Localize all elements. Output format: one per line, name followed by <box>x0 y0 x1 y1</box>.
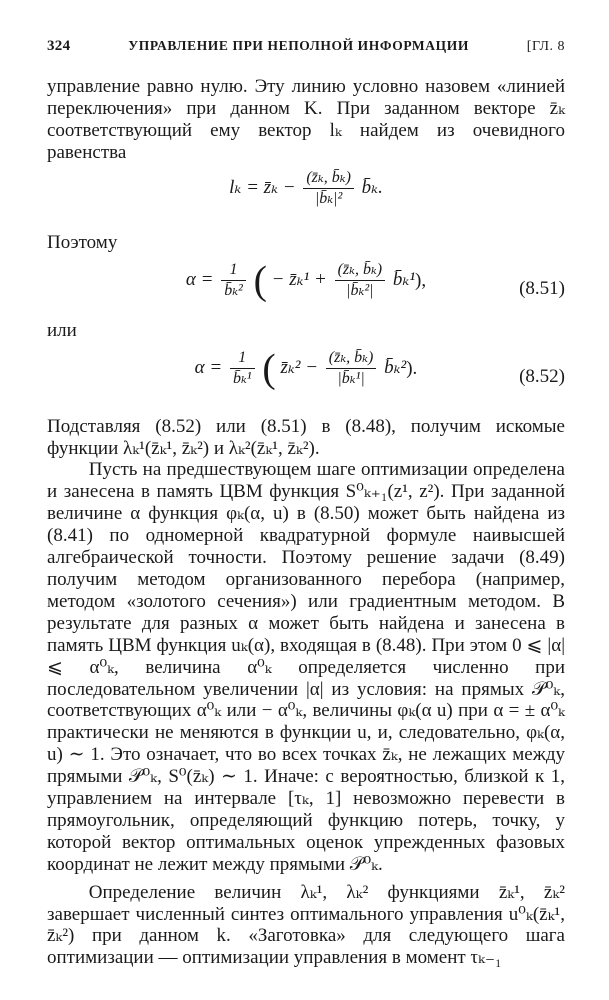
formula3-denominator: |b̄ₖ¹| <box>337 369 365 387</box>
label-therefore: Поэтому <box>47 231 118 253</box>
formula1-denominator: |b̄ₖ|² <box>314 189 343 207</box>
book-page <box>47 38 565 969</box>
formula1-tail: b̄ₖ. <box>361 176 383 198</box>
formula1-numerator: (z̄ₖ, b̄ₖ) <box>303 168 354 189</box>
label-or: или <box>47 319 77 341</box>
formula3-fraction <box>326 348 377 389</box>
paragraph-3: Пусть на предшествующем шаге оптимизации определена и занесена в память ЦВМ функция S⁰ₖ₊₁(z¹, z²). При заданной величине α функция φₖ(α, u) в (8.50) может быть найдена из (8.41) по одномерной квадратурной формуле наивысшей алгебраической точности. Поэтому решение задачи (8.49) получим методом организованного перебора (например, методом «золотого сечения») или градиентным методом. В результате для разных α может быть найдена и занесена в память ЦВМ функция uₖ(α), входящая в (8.48). При этом 0 ⩽ |α| ⩽ α⁰ₖ, величина α⁰ₖ определяется численно при последовательном увеличении |α| из условия: на прямых 𝒫⁰ₖ, соответствующих α⁰ₖ или − α⁰ₖ, величины φₖ(α u) при α = ± α⁰ₖ практически не меняются в функции u, и, следовательно, φₖ(α, u) ∼ 1. Это означает, что во всех точках z̄ₖ, не лежащих между прямыми 𝒫⁰ₖ, S⁰(z̄ₖ) ∼ 1. Иначе: с вероятностью, близкой к 1, управлением на интервале [τₖ, 1] невозможно перевести в прямоугольник, определяющий функцию потерь, точку, у которой вектор оптимальных оценок упрежденных фазовых координат не лежит между прямыми 𝒫⁰ₖ. <box>47 459 565 875</box>
formula2-denominator: |b̄ₖ²| <box>346 281 374 299</box>
formula3-inner-right: b̄ₖ² <box>384 356 407 378</box>
formula3-end: ). <box>406 357 418 379</box>
formula-8-51 <box>47 257 565 324</box>
equation-number-8-51: (8.51) <box>519 277 565 299</box>
formula3-lhs: α = <box>194 356 223 378</box>
formula2-coefficient <box>221 260 246 301</box>
formula2-open-paren: ( <box>253 257 267 303</box>
chapter-marker: [ГЛ. 8 <box>526 39 565 54</box>
formula2-lhs: α = <box>185 268 214 290</box>
formula-l-k <box>47 164 565 230</box>
paragraph-4: Определение величин λₖ¹, λₖ² функциями z̄ₖ¹, z̄ₖ² завершает численный синтез оптимального управления u⁰ₖ(z̄ₖ¹, z̄ₖ²) при данном k. «Заготовка» для следующего шага оптимизации — оптимизации управления в момент τₖ₋₁ <box>47 881 565 969</box>
formula-8-52 <box>47 345 565 414</box>
formula1-lhs: lₖ = z̄ₖ − <box>229 176 296 198</box>
formula2-coef-numerator: 1 <box>221 260 246 281</box>
formula3-inner-left: z̄ₖ² − <box>280 356 319 378</box>
formula3-coef-denominator: b̄ₖ¹ <box>232 369 252 387</box>
formula2-numerator: (z̄ₖ, b̄ₖ) <box>335 260 386 281</box>
formula1-fraction <box>303 168 354 209</box>
formula2-coef-denominator: b̄ₖ² <box>224 281 243 299</box>
equation-number-8-52: (8.52) <box>519 365 565 387</box>
formula2-inner-right: b̄ₖ¹ <box>392 268 416 290</box>
formula3-open-paren: ( <box>262 345 276 391</box>
page-header <box>47 38 565 64</box>
running-title: УПРАВЛЕНИЕ ПРИ НЕПОЛНОЙ ИНФОРМАЦИИ <box>128 38 469 53</box>
formula2-fraction <box>335 260 386 301</box>
formula2-end: ), <box>415 269 427 291</box>
formula2-inner-left: − z̄ₖ¹ + <box>271 268 327 290</box>
paragraph-1: управление равно нулю. Эту линию условно назовем «линией переключения» при данном K. При заданном векторе z̄ₖ соответствующий ему вектор lₖ найдем из очевидного равенства <box>47 76 565 163</box>
formula3-coef-numerator: 1 <box>230 348 255 369</box>
formula3-numerator: (z̄ₖ, b̄ₖ) <box>326 348 377 369</box>
page-number: 324 <box>47 38 71 54</box>
formula3-coefficient <box>230 348 255 389</box>
paragraph-2: Подставляя (8.52) или (8.51) в (8.48), получим искомые функции λₖ¹(z̄ₖ¹, z̄ₖ²) и λₖ²(z̄ₖ¹, z̄ₖ²). <box>47 415 565 459</box>
